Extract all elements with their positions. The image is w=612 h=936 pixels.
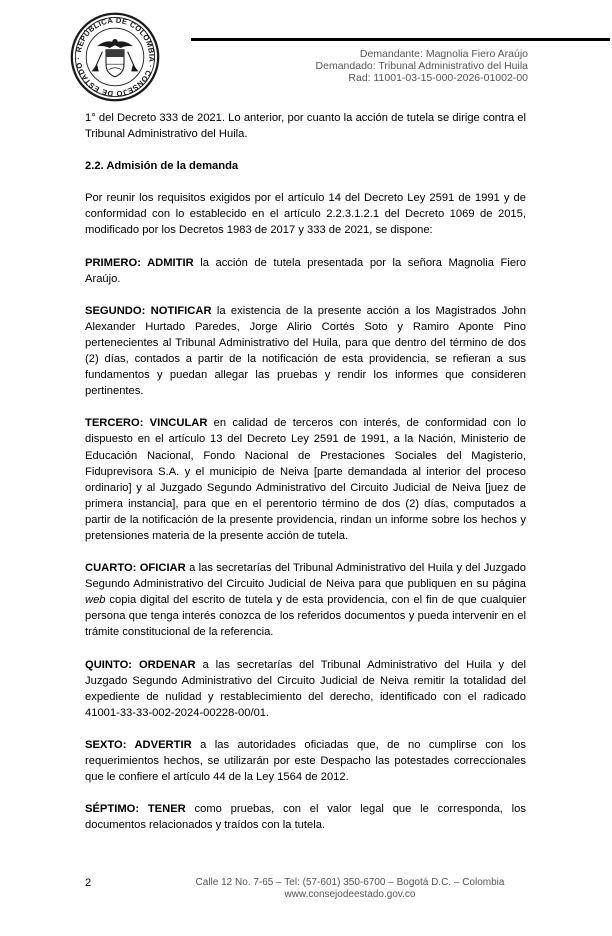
plaintiff-line: Demandante: Magnolia Fiero Araújo <box>359 48 528 60</box>
resolution-label: QUINTO: ORDENAR <box>85 658 196 671</box>
resolution-label: SEXTO: ADVERTIR <box>85 738 192 751</box>
resolution-label: CUARTO: OFICIAR <box>85 562 186 575</box>
footer-address: Calle 12 No. 7-65 – Tel: (57-601) 350-6700 – Bogotá D.C. – Colombia <box>195 877 505 888</box>
resolution-text: la acción de tutela presentada por la señora Magnolia Fiero Araújo. <box>85 256 526 285</box>
header-rule <box>191 38 610 41</box>
resolution-label: SEGUNDO: NOTIFICAR <box>85 304 212 317</box>
resolution-text: la existencia de la presente acción a los Magistrados John Alexander Hurtado Paredes, Jorge Alirio Cortés Soto y Ramiro Aponte Pino pertenecientes al Tribunal Administrativo del Huila, para que dentro del término de dos (2) días, contados a partir de la notificación de esta providencia, se refieran a sus fundamentos y puedan allegar las pruebas y rendir los informes que consideren pertinentes. <box>85 304 526 398</box>
consejo-de-estado-seal <box>70 12 160 102</box>
document-body <box>85 110 526 849</box>
resolution-label: SÉPTIMO: TENER <box>85 803 186 816</box>
resolution-text: a las secretarías del Tribunal Administrativo del Huila y del Juzgado Segundo Administrativo del Circuito Judicial de Neiva remitir la totalidad del expediente de nulidad y restablecimiento del derecho, identificado con el radicado 41001-33-33-002-2024-00228-00/01. <box>85 658 526 719</box>
footer-website: www.consejodeestado.gov.co <box>284 889 416 900</box>
case-header <box>316 48 528 85</box>
resolution-item-septimo <box>85 801 526 833</box>
resolution-item-primero <box>85 255 526 287</box>
resolution-text: como pruebas, con el valor legal que le corresponda, los documentos relacionados y traídos con la tutela. <box>85 803 526 832</box>
resolution-text: en calidad de terceros con interés, de conformidad con lo dispuesto en el artículo 13 del Decreto Ley 2591 de 1991, a la Nación, Ministerio de Educación Nacional, Fondo Nacional de Prestaciones Sociales del Magisterio, Fiduprevisora S.A. y el municipio de Neiva [parte demandada al interior del proceso ordinario] y al Juzgado Segundo Administrativo del Circuito Judicial de Neiva [juez de primera instancia], para que en el perentorio término de dos (2) días, computados a partir de la notificación de la presente providencia, rindan un informe sobre los hechos y pretensiones materia de la presente acción de tutela. <box>85 417 526 542</box>
section-paragraph: Por reunir los requisitos exigidos por el artículo 14 del Decreto Ley 2591 de 1991 y de conformidad con lo establecido en el artículo 2.2.3.1.2.1 del Decreto 1069 de 2015, modificado por los Decretos 1983 de 2017 y 333 de 2021, se dispone: <box>85 192 526 237</box>
resolution-item-tercero <box>85 415 526 544</box>
intro-paragraph: 1° del Decreto 333 de 2021. Lo anterior, por cuanto la acción de tutela se dirige contra el Tribunal Administrativo del Huila. <box>85 112 526 141</box>
case-number-line: Rad: 11001-03-15-000-2026-01002-00 <box>348 72 528 85</box>
resolution-item-quinto <box>85 657 526 721</box>
resolution-text-italic: web <box>85 594 106 607</box>
page-footer <box>150 877 550 901</box>
defendant-line: Demandado: Tribunal Administrativo del Huila <box>315 60 528 73</box>
page-number: 2 <box>85 877 92 889</box>
resolution-item-cuarto <box>85 560 526 640</box>
resolution-label: PRIMERO: ADMITIR <box>85 256 194 269</box>
resolution-text: copia digital del escrito de tutela y de esta providencia, con el fin de que cualquier persona que tenga interés conozca de los referidos documentos y pueda intervenir en el trámite constitucional de la referencia. <box>85 594 526 639</box>
resolution-label: TERCERO: VINCULAR <box>85 417 208 430</box>
resolution-item-segundo <box>85 303 526 400</box>
section-heading: 2.2. Admisión de la demanda <box>85 160 239 173</box>
svg-text:REPÚBLICA DE COLOMBIA · CONSEJ: REPÚBLICA DE COLOMBIA · CONSEJO DE ESTADO · <box>73 15 157 99</box>
resolution-item-sexto <box>85 737 526 785</box>
resolution-text: a las autoridades oficiadas que, de no cumplirse con los requerimientos hechos, se utilizarán por este Despacho las potestades correccionales que le confiere el artículo 44 de la Ley 1564 de 2012. <box>85 738 526 784</box>
resolution-text: a las secretarías del Tribunal Administrativo del Huila y del Juzgado Segundo Administrativo del Circuito Judicial de Neiva para que publiquen en su página <box>85 562 526 591</box>
